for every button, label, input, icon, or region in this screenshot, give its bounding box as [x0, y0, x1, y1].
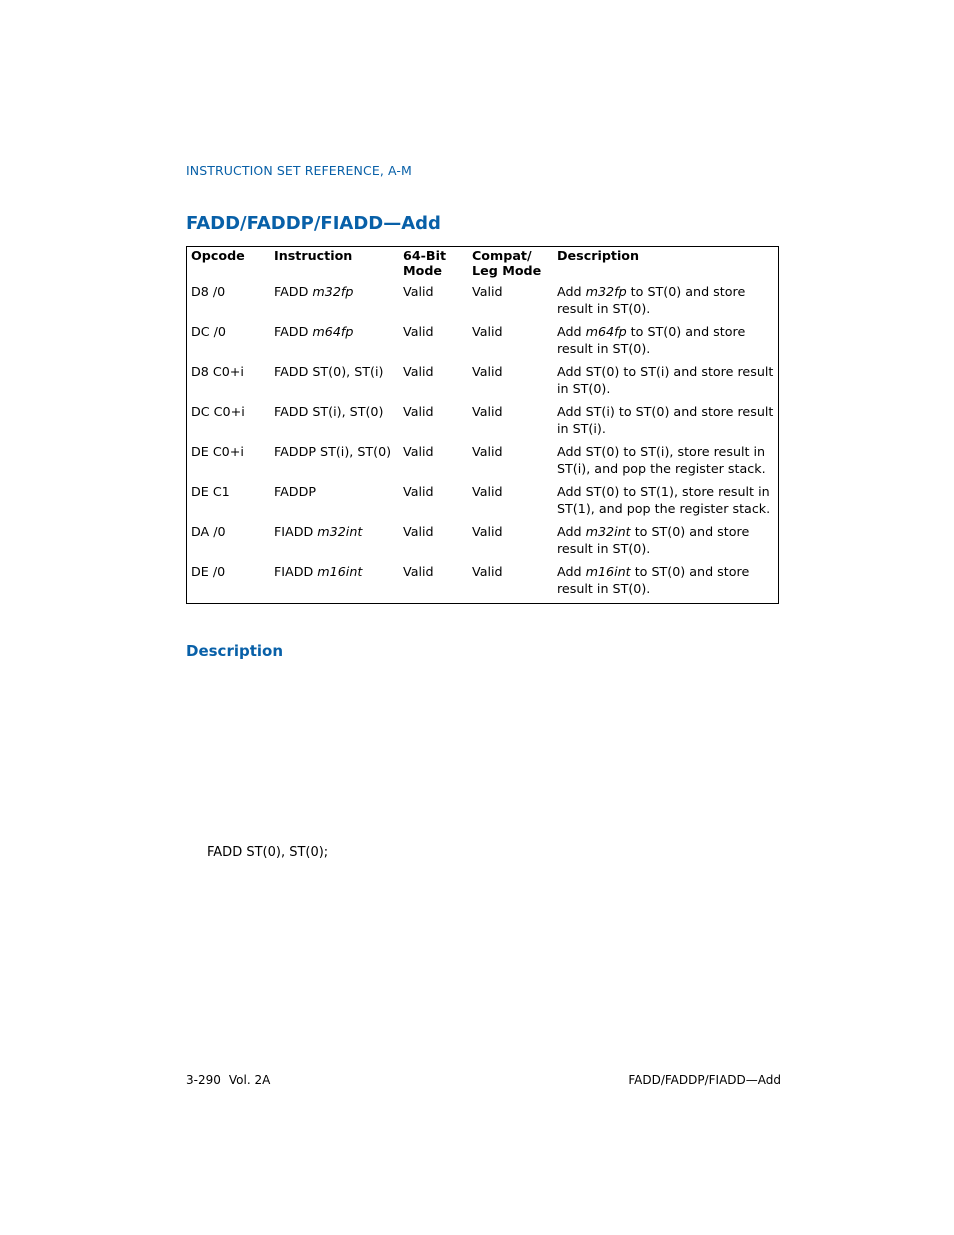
- instruction-mnemonic: FADDP: [274, 484, 317, 499]
- description-text: Add ST(0) to ST(i), store result in ST(i), and pop the register stack.: [557, 444, 766, 476]
- footer-left: [186, 1073, 270, 1087]
- opcode-table: [186, 246, 779, 604]
- description-operand: m32fp: [585, 284, 627, 299]
- cell-instruction: [270, 323, 399, 363]
- code-example: FADD ST(0), ST(0);: [207, 845, 329, 860]
- column-header-opcode: Opcode: [191, 248, 245, 263]
- cell-description: [553, 323, 779, 363]
- instruction-mnemonic: FIADD: [274, 524, 318, 539]
- table-row: [187, 283, 779, 323]
- cell-64bit-mode: Valid: [403, 404, 434, 419]
- instruction-operand: m32int: [317, 524, 363, 539]
- table-row: [187, 523, 779, 563]
- instruction-mnemonic: FADDP ST(i), ST(0): [274, 444, 392, 459]
- cell-64bit-mode: Valid: [403, 564, 434, 579]
- description-operand: m32int: [585, 524, 631, 539]
- description-text: Add: [557, 524, 586, 539]
- cell-opcode: DE C1: [191, 484, 230, 499]
- cell-compat-mode: Valid: [472, 564, 503, 579]
- footer-running-title: FADD/FADDP/FIADD—Add: [628, 1073, 781, 1087]
- table-header-row: [187, 247, 779, 284]
- column-header-description: Description: [557, 248, 640, 263]
- description-text: Add: [557, 564, 586, 579]
- cell-compat-mode: Valid: [472, 404, 503, 419]
- cell-opcode: D8 /0: [191, 284, 226, 299]
- instruction-mnemonic: FADD: [274, 324, 313, 339]
- description-operand: m64fp: [585, 324, 627, 339]
- cell-64bit-mode: Valid: [403, 484, 434, 499]
- column-header-64bit-line2: Mode: [403, 263, 443, 278]
- instruction-operand: m64fp: [312, 324, 354, 339]
- column-header-compat-line1: Compat/: [472, 248, 532, 263]
- instruction-mnemonic: FADD ST(0), ST(i): [274, 364, 384, 379]
- running-header: INSTRUCTION SET REFERENCE, A-M: [186, 163, 412, 178]
- description-text: Add: [557, 284, 586, 299]
- cell-opcode: DA /0: [191, 524, 226, 539]
- description-text-end: to ST(0) and store result in ST(0).: [557, 564, 750, 596]
- description-text-end: to ST(0) and store result in ST(0).: [557, 324, 746, 356]
- cell-description: [553, 283, 779, 323]
- description-text-end: to ST(0) and store result in ST(0).: [557, 524, 750, 556]
- cell-instruction: [270, 523, 399, 563]
- description-heading: Description: [186, 642, 284, 660]
- column-header-64bit-mode: [399, 247, 468, 284]
- column-header-compat-line2: Leg Mode: [472, 263, 542, 278]
- column-header-instruction: Instruction: [274, 248, 353, 263]
- column-header-64bit-line1: 64-Bit: [403, 248, 447, 263]
- cell-64bit-mode: Valid: [403, 284, 434, 299]
- cell-description: [553, 483, 779, 523]
- cell-64bit-mode: Valid: [403, 524, 434, 539]
- cell-compat-mode: Valid: [472, 484, 503, 499]
- cell-instruction: [270, 403, 399, 443]
- instruction-operand: m32fp: [312, 284, 354, 299]
- cell-compat-mode: Valid: [472, 524, 503, 539]
- instruction-operand: m16int: [317, 564, 363, 579]
- page-number: 3-290: [186, 1073, 221, 1087]
- instruction-mnemonic: FIADD: [274, 564, 318, 579]
- cell-instruction: [270, 443, 399, 483]
- cell-instruction: [270, 563, 399, 604]
- table-row: [187, 483, 779, 523]
- cell-64bit-mode: Valid: [403, 444, 434, 459]
- description-text: Add ST(0) to ST(i) and store result in ST(0).: [557, 364, 774, 396]
- cell-64bit-mode: Valid: [403, 364, 434, 379]
- description-text: Add ST(0) to ST(1), store result in ST(1), and pop the register stack.: [557, 484, 771, 516]
- cell-instruction: [270, 483, 399, 523]
- cell-compat-mode: Valid: [472, 324, 503, 339]
- table-row: [187, 403, 779, 443]
- cell-opcode: DE /0: [191, 564, 226, 579]
- cell-opcode: DC C0+i: [191, 404, 245, 419]
- table-row: [187, 323, 779, 363]
- cell-compat-mode: Valid: [472, 364, 503, 379]
- cell-description: [553, 403, 779, 443]
- cell-opcode: DC /0: [191, 324, 227, 339]
- cell-description: [553, 523, 779, 563]
- cell-description: [553, 443, 779, 483]
- cell-compat-mode: Valid: [472, 284, 503, 299]
- description-text: Add: [557, 324, 586, 339]
- cell-64bit-mode: Valid: [403, 324, 434, 339]
- table-row: [187, 443, 779, 483]
- description-text-end: to ST(0) and store result in ST(0).: [557, 284, 746, 316]
- volume-label: Vol. 2A: [228, 1073, 271, 1087]
- cell-compat-mode: Valid: [472, 444, 503, 459]
- column-header-compat-mode: [468, 247, 553, 284]
- description-operand: m16int: [585, 564, 631, 579]
- description-text: Add ST(i) to ST(0) and store result in ST(i).: [557, 404, 774, 436]
- cell-instruction: [270, 283, 399, 323]
- cell-description: [553, 563, 779, 604]
- cell-opcode: D8 C0+i: [191, 364, 244, 379]
- instruction-mnemonic: FADD ST(i), ST(0): [274, 404, 384, 419]
- cell-opcode: DE C0+i: [191, 444, 244, 459]
- cell-description: [553, 363, 779, 403]
- table-row: [187, 563, 779, 604]
- cell-instruction: [270, 363, 399, 403]
- table-row: [187, 363, 779, 403]
- instruction-mnemonic: FADD: [274, 284, 313, 299]
- section-title: FADD/FADDP/FIADD—Add: [186, 213, 441, 234]
